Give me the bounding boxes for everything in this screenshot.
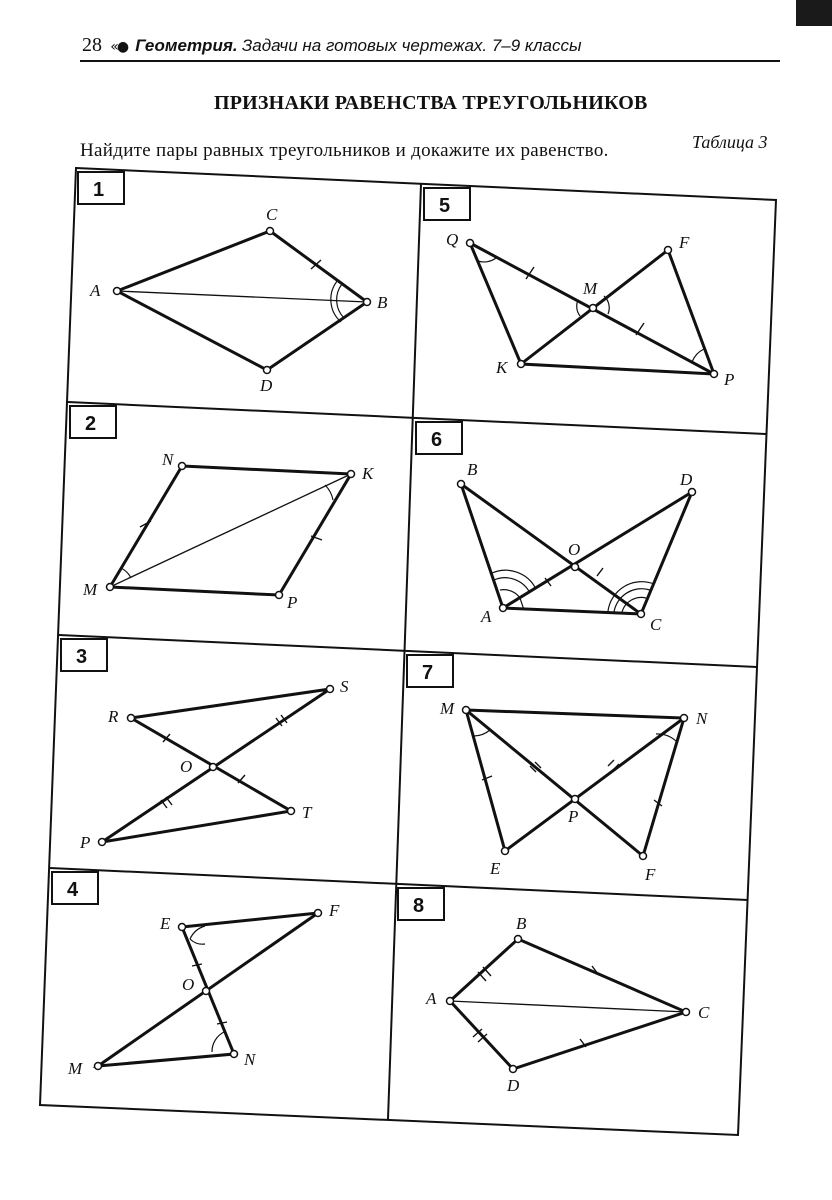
book-subject: Геометрия.: [135, 36, 238, 55]
figure-7-label-e: E: [490, 859, 501, 878]
figure-7-label-f: F: [645, 865, 656, 884]
figure-6-label-b: B: [467, 460, 478, 479]
figure-8-drawing: [425, 914, 710, 1095]
figure-8-label-c: C: [698, 1003, 710, 1022]
figure-2-number: 2: [85, 413, 97, 435]
figure-6-number: 6: [431, 429, 443, 451]
figure-2-label-n: N: [162, 450, 174, 469]
figure-3-label-r: R: [108, 707, 119, 726]
figure-3-label-o: O: [180, 757, 193, 776]
figure-4-drawing: [67, 901, 340, 1078]
figure-3-label-s: S: [340, 677, 349, 696]
figure-1-label-a: A: [90, 281, 101, 300]
figure-6-label-d: D: [680, 470, 693, 489]
figure-1-label-c: C: [266, 205, 278, 224]
figure-4-label-f: F: [329, 901, 340, 920]
figure-7-label-m: M: [440, 699, 455, 718]
figure-3-number: 3: [76, 646, 88, 668]
figure-8-number: 8: [413, 895, 425, 917]
figure-2-label-p: P: [287, 593, 298, 612]
figure-8-label-b: B: [516, 914, 527, 933]
table-label: Таблица 3: [692, 132, 768, 152]
page-number: 28: [82, 34, 102, 56]
figure-6-label-o: O: [568, 540, 581, 559]
figure-5-drawing: [446, 230, 734, 389]
figure-7-number: 7: [422, 662, 434, 684]
figure-5-number: 5: [439, 195, 451, 217]
figure-5-label-f: F: [679, 233, 690, 252]
figure-8-label-a: A: [426, 989, 437, 1008]
figure-4-label-m: M: [68, 1059, 83, 1078]
table-grid: [40, 168, 776, 1135]
figure-3-label-t: T: [302, 803, 312, 822]
figure-5-label-k: K: [496, 358, 508, 377]
book-subtitle: Задачи на готовых чертежах. 7–9 классы: [241, 36, 582, 55]
figure-4-label-n: N: [244, 1050, 256, 1069]
figure-6-label-a: A: [481, 607, 492, 626]
figure-8-label-d: D: [507, 1076, 520, 1095]
figure-5-label-p: P: [724, 370, 735, 389]
task-instruction: Найдите пары равных треугольников и докажите их равенство.: [80, 140, 609, 161]
figure-2-label-k: K: [362, 464, 374, 483]
figure-1-label-b: B: [377, 293, 388, 312]
figure-1-number: 1: [93, 179, 105, 201]
figure-4-label-o: O: [182, 975, 195, 994]
section-mark-icon: «●: [110, 39, 128, 55]
figure-4-label-e: E: [160, 914, 171, 933]
figure-2-label-m: M: [83, 580, 98, 599]
figure-1-drawing: [89, 205, 388, 395]
figure-3-drawing: [79, 677, 349, 852]
figure-7-label-p: P: [568, 807, 579, 826]
figure-7-drawing: [439, 699, 709, 884]
figure-7-label-n: N: [696, 709, 708, 728]
figure-5-label-q: Q: [446, 230, 459, 249]
figure-4-number: 4: [67, 879, 79, 901]
page-title: ПРИЗНАКИ РАВЕНСТВА ТРЕУГОЛЬНИКОВ: [214, 92, 648, 114]
figure-6-label-c: C: [650, 615, 662, 634]
figure-2-drawing: [82, 450, 375, 612]
figure-6-drawing: [458, 460, 696, 634]
figure-1-label-d: D: [260, 376, 273, 395]
figure-3-label-p: P: [80, 833, 91, 852]
figure-5-label-m: M: [583, 279, 598, 298]
